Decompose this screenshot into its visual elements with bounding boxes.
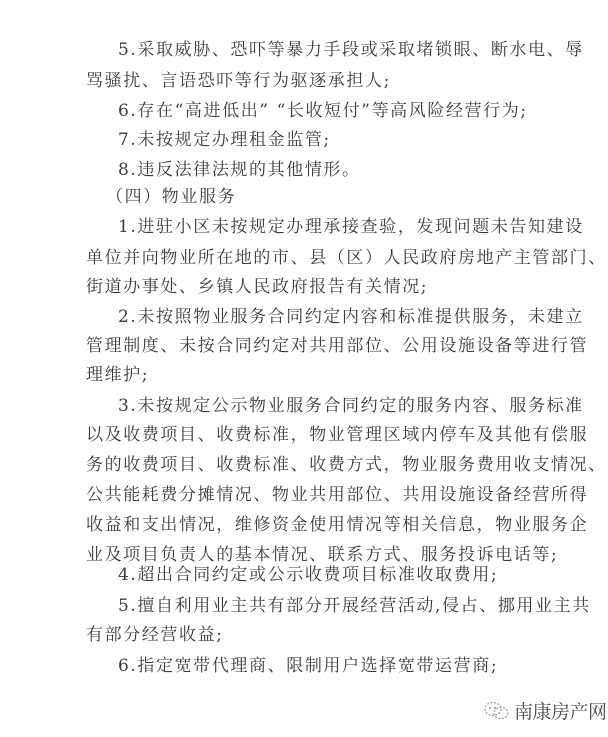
- text-line: 4.超出合同约定或公示收费项目标准收取费用;: [118, 565, 499, 585]
- text-line: 收益和支出情况，维修资金使用情况等相关信息，物业服务企: [86, 515, 589, 535]
- text-line: 6.指定宽带代理商、限制用户选择宽带运营商;: [118, 656, 499, 676]
- text-line: 街道办事处、乡镇人民政府报告有关情况;: [86, 277, 429, 297]
- text-line: 公共能耗费分摊情况、物业共用部位、共用设施设备经营所得: [86, 485, 589, 505]
- text-line: 以及收费项目、收费标准，物业管理区域内停车及其他有偿服: [86, 425, 589, 445]
- watermark-text: 南康房产网: [514, 701, 607, 723]
- text-line: 务的收费项目、收费标准、收费方式，物业服务费用收支情况、: [86, 455, 607, 475]
- text-line: 5.擅自利用业主共有部分开展经营活动,侵占、挪用业主共: [118, 596, 591, 616]
- text-line: 2.未按照物业服务合同约定内容和标准提供服务，未建立: [118, 307, 584, 327]
- wechat-icon: [484, 701, 510, 721]
- text-line: 1.进驻小区未按规定办理承接查验，发现问题未告知建设: [118, 217, 584, 237]
- text-line: 7.未按规定办理租金监管;: [118, 130, 331, 150]
- text-line: 6.存在“高进低出” “长收短付”等高风险经营行为;: [118, 101, 528, 121]
- section-heading: （四）物业服务: [106, 187, 237, 207]
- text-line: 骂骚扰、言语恐吓等行为驱逐承担人;: [86, 71, 391, 91]
- text-line: 8.违反法律法规的其他情形。: [118, 160, 361, 180]
- text-line: 业及项目负责人的基本情况、联系方式、服务投诉电话等;: [86, 545, 559, 565]
- text-line: 3.未按规定公示物业服务合同约定的服务内容、服务标准: [118, 396, 584, 416]
- text-line: 理维护;: [86, 365, 150, 385]
- text-line: 5.采取威胁、恐吓等暴力手段或采取堵锁眼、断水电、辱: [118, 40, 584, 60]
- text-line: 单位并向物业所在地的市、县（区）人民政府房地产主管部门、: [86, 248, 607, 268]
- watermark: [484, 697, 607, 724]
- text-line: 有部分经营收益;: [86, 625, 224, 645]
- text-line: 管理制度、未按合同约定对共用部位、公用设施设备等进行管: [86, 336, 589, 356]
